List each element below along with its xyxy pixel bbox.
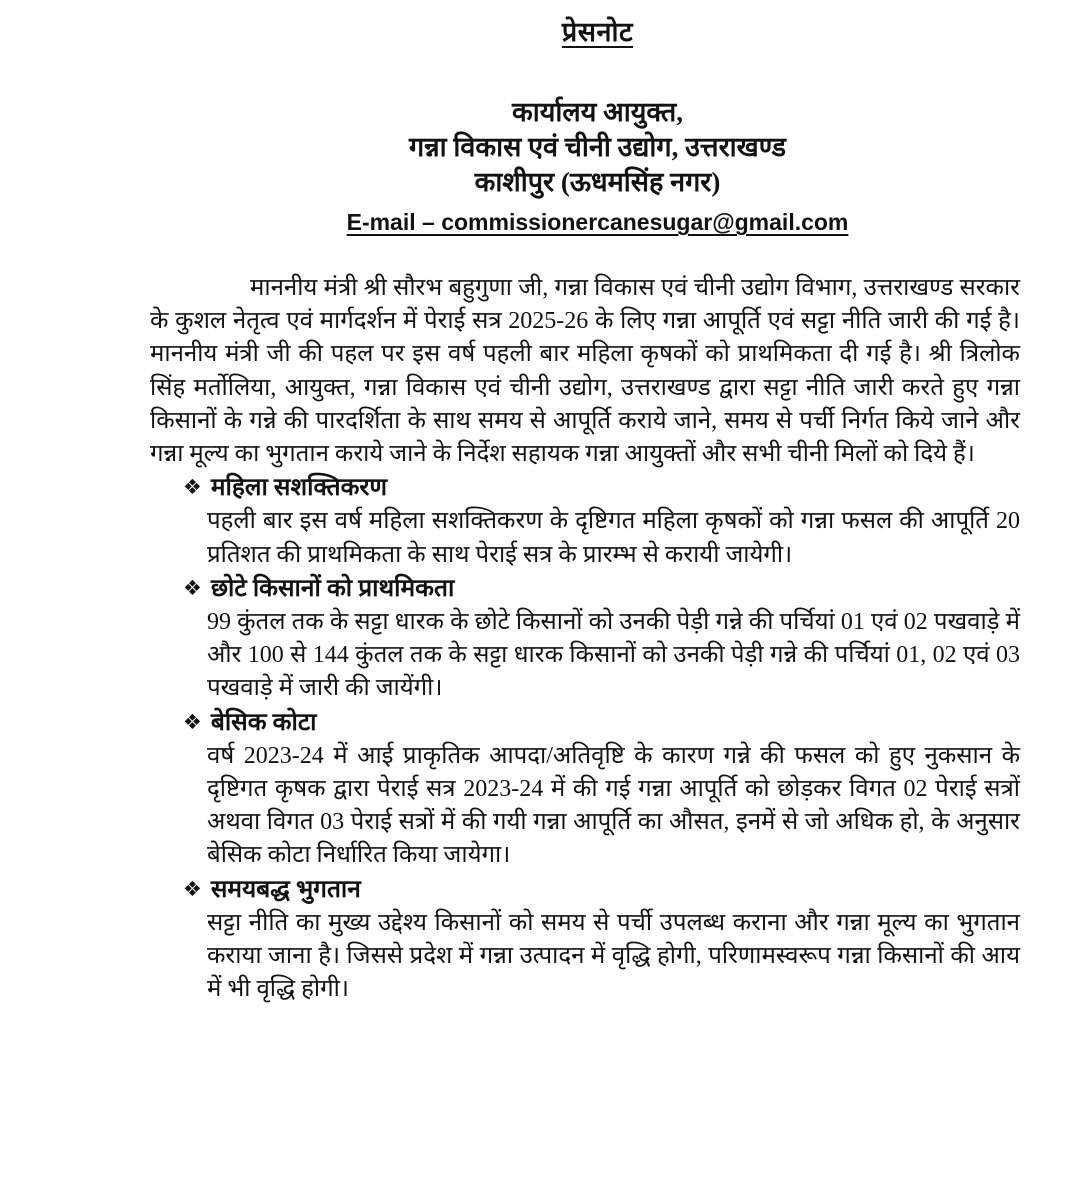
page-title: प्रेसनोट	[561, 17, 634, 47]
section-heading	[150, 873, 1020, 907]
section-heading	[150, 706, 1020, 740]
office-line-3: काशीपुर (ऊधमसिंह नगर)	[474, 167, 721, 197]
section-women-empowerment	[150, 471, 1020, 572]
section-heading-label: महिला सशक्तिकरण	[210, 474, 388, 502]
diamond-bullet-icon: ❖	[183, 876, 202, 901]
section-body-text: पहली बार इस वर्ष महिला सशक्तिकरण के दृष्टिगत महिला कृषकों को गन्ना फसल की आपूर्ति 20 प्रतिशत की प्राथमिकता के साथ पेराई सत्र के प्रारम्भ से करायी जायेगी।	[207, 508, 1020, 568]
email-line: E-mail – commissionercanesugar@gmail.com	[346, 209, 849, 235]
section-heading-label: समयबद्ध भुगतान	[210, 875, 361, 903]
section-basic-quota	[150, 706, 1020, 873]
section-body-text: सट्टा नीति का मुख्य उद्देश्य किसानों को समय से पर्ची उपलब्ध कराना और गन्ना मूल्य का भुगतान कराया जाना है। जिससे प्रदेश में गन्ना उत्पादन में वृद्धि होगी, परिणामस्वरूप गन्ना किसानों की आय में भी वृद्धि होगी।	[207, 909, 1020, 1003]
section-heading	[150, 471, 1020, 505]
intro-paragraph: माननीय मंत्री श्री सौरभ बहुगुणा जी, गन्ना विकास एवं चीनी उद्योग विभाग, उत्तराखण्ड सरकार के कुशल नेतृत्व एवं मार्गदर्शन में पेराई सत्र 2025-26 के लिए गन्ना आपूर्ति एवं सट्टा नीति जारी की गई है। माननीय मंत्री जी की पहल पर इस वर्ष पहली बार महिला कृषकों को प्राथमिकता दी गई है। श्री त्रिलोक सिंह मर्तोलिया, आयुक्त, गन्ना विकास एवं चीनी उद्योग, उत्तराखण्ड द्वारा सट्टा नीति जारी करते हुए गन्ना किसानों के गन्ने की पारदर्शिता के साथ समय से आपूर्ति कराये जाने, समय से पर्ची निर्गत किये जाने और गन्ना मूल्य का भुगतान कराये जाने के निर्देश सहायक गन्ना आयुक्तों और सभी चीनी मिलों को दिये हैं।	[150, 275, 1020, 468]
section-timely-payment	[150, 873, 1020, 1007]
diamond-bullet-icon: ❖	[183, 709, 202, 734]
office-line-1: कार्यालय आयुक्त,	[512, 97, 683, 127]
document-body	[150, 272, 1020, 1006]
section-heading-label: बेसिक कोटा	[210, 708, 317, 736]
office-address-block	[116, 95, 1079, 200]
section-body-text: वर्ष 2023-24 में आई प्राकृतिक आपदा/अतिवृष्टि के कारण गन्ने की फसल को हुए नुकसान के दृष्टिगत कृषक द्वारा पेराई सत्र 2023-24 में की गई गन्ना आपूर्ति को छोड़कर विगत 02 पेराई सत्रों अथवा विगत 03 पेराई सत्रों में की गयी गन्ना आपूर्ति का औसत, इनमें से जो अधिक हो, के अनुसार बेसिक कोटा निर्धारित किया जायेगा।	[207, 742, 1020, 869]
diamond-bullet-icon: ❖	[183, 575, 202, 600]
diamond-bullet-icon: ❖	[183, 475, 202, 500]
section-heading	[150, 572, 1020, 606]
section-body-text: 99 कुंतल तक के सट्टा धारक के छोटे किसानों को उनकी पेड़ी गन्ने की पर्चियां 01 एवं 02 पखवाड़े में और 100 से 144 कुंतल तक के सट्टा धारक किसानों को उनकी पेड़ी गन्ने की पर्चियां 01, 02 एवं 03 पखवाड़े में जारी की जायेंगी।	[207, 609, 1020, 702]
office-line-2: गन्ना विकास एवं चीनी उद्योग, उत्तराखण्ड	[409, 132, 786, 162]
section-small-farmers-priority	[150, 572, 1020, 706]
document-header	[116, 0, 1079, 236]
section-heading-label: छोटे किसानों को प्राथमिकता	[210, 574, 455, 602]
